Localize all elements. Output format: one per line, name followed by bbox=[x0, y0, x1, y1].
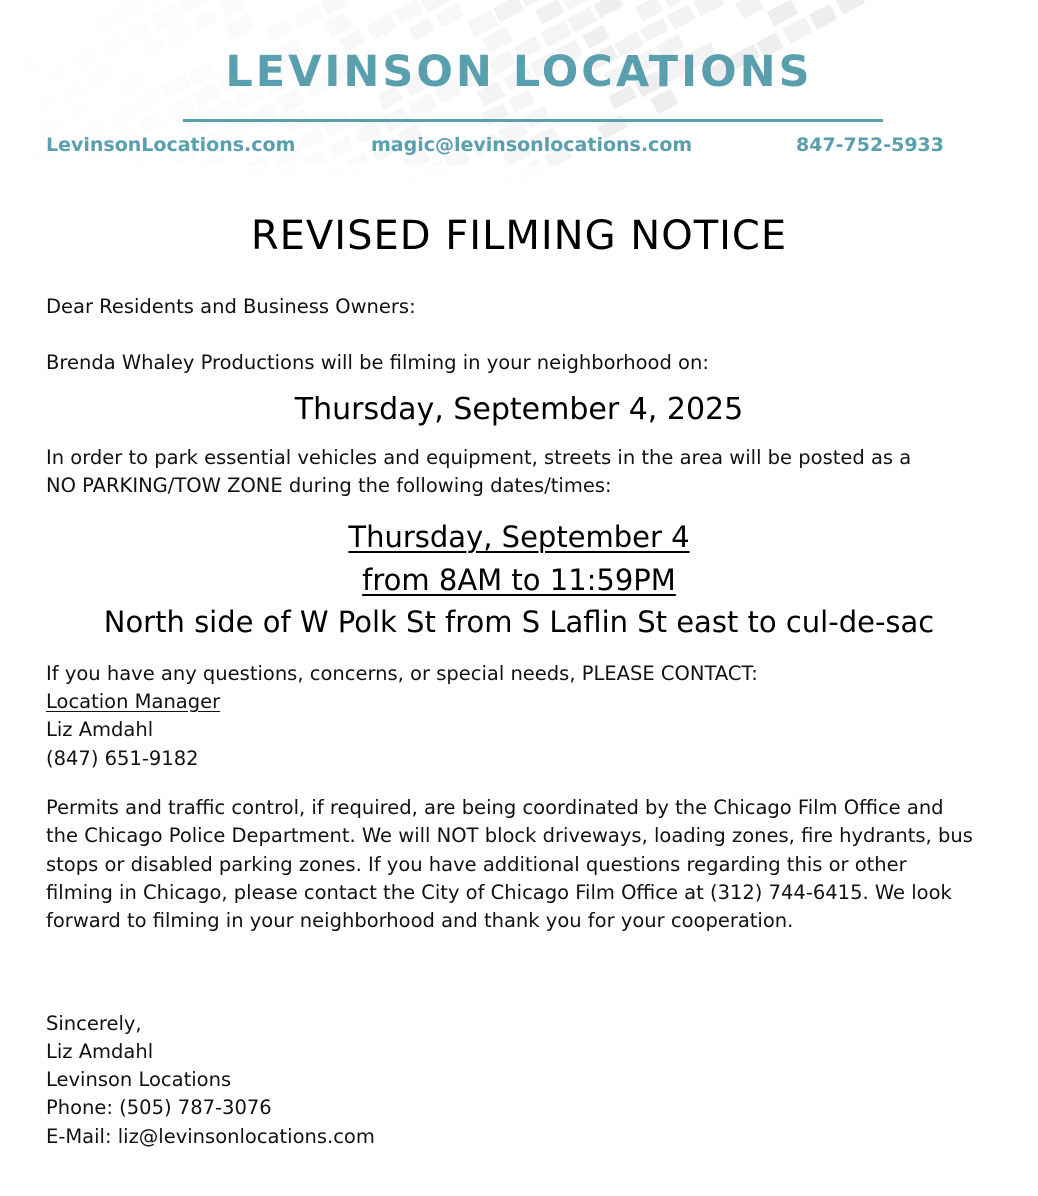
contact-prompt: If you have any questions, concerns, or special needs, PLEASE CONTACT: bbox=[46, 662, 758, 685]
signature-company: Levinson Locations bbox=[46, 1068, 232, 1091]
signature-phone: Phone: (505) 787-3076 bbox=[46, 1096, 272, 1119]
parking-text-line-2: NO PARKING/TOW ZONE during the following dates/times: bbox=[46, 474, 612, 497]
letterhead bbox=[0, 0, 1038, 180]
signature-name: Liz Amdahl bbox=[46, 1040, 154, 1063]
website-link[interactable]: LevinsonLocations.com bbox=[46, 134, 296, 156]
parking-text-line-1: In order to park essential vehicles and equipment, streets in the area will be posted as a bbox=[46, 446, 912, 469]
restriction-location: North side of W Polk St from S Laflin St east to cul-de-sac bbox=[103, 605, 935, 639]
restriction-date: Thursday, September 4 bbox=[348, 520, 690, 554]
restriction-time-wrap bbox=[0, 559, 1038, 601]
filming-date: Thursday, September 4, 2025 bbox=[294, 392, 744, 427]
permits-paragraph: Permits and traffic control, if required, are being coordinated by the Chicago Film Office and the Chicago Police Department. We will NOT block driveways, loading zones, fire hydrants, bus stops or disabled parking zones. If you have additional questions regarding this or other filming in Chicago, please contact the City of Chicago Film Office at (312) 744-6415. We look forward to filming in your neighborhood and thank you for your cooperation. bbox=[46, 796, 973, 933]
notice-title: REVISED FILMING NOTICE bbox=[250, 213, 788, 259]
letterhead-divider bbox=[183, 119, 883, 122]
contact-name: Liz Amdahl bbox=[46, 718, 154, 741]
contact-role-wrap bbox=[46, 688, 220, 716]
contact-phone: (847) 651-9182 bbox=[46, 747, 199, 770]
signature-closing: Sincerely, bbox=[46, 1012, 142, 1035]
email-link[interactable]: magic@levinsonlocations.com bbox=[371, 134, 693, 156]
signature-email: E-Mail: liz@levinsonlocations.com bbox=[46, 1125, 375, 1148]
brand-logo-text: LEVINSON LOCATIONS bbox=[225, 47, 813, 97]
contact-role: Location Manager bbox=[46, 690, 221, 713]
intro-text: Brenda Whaley Productions will be filming in your neighborhood on: bbox=[46, 351, 709, 374]
phone-number: 847-752-5933 bbox=[796, 134, 944, 156]
restriction-date-wrap bbox=[0, 516, 1038, 558]
restriction-time: from 8AM to 11:59PM bbox=[362, 563, 676, 597]
greeting: Dear Residents and Business Owners: bbox=[46, 295, 416, 318]
